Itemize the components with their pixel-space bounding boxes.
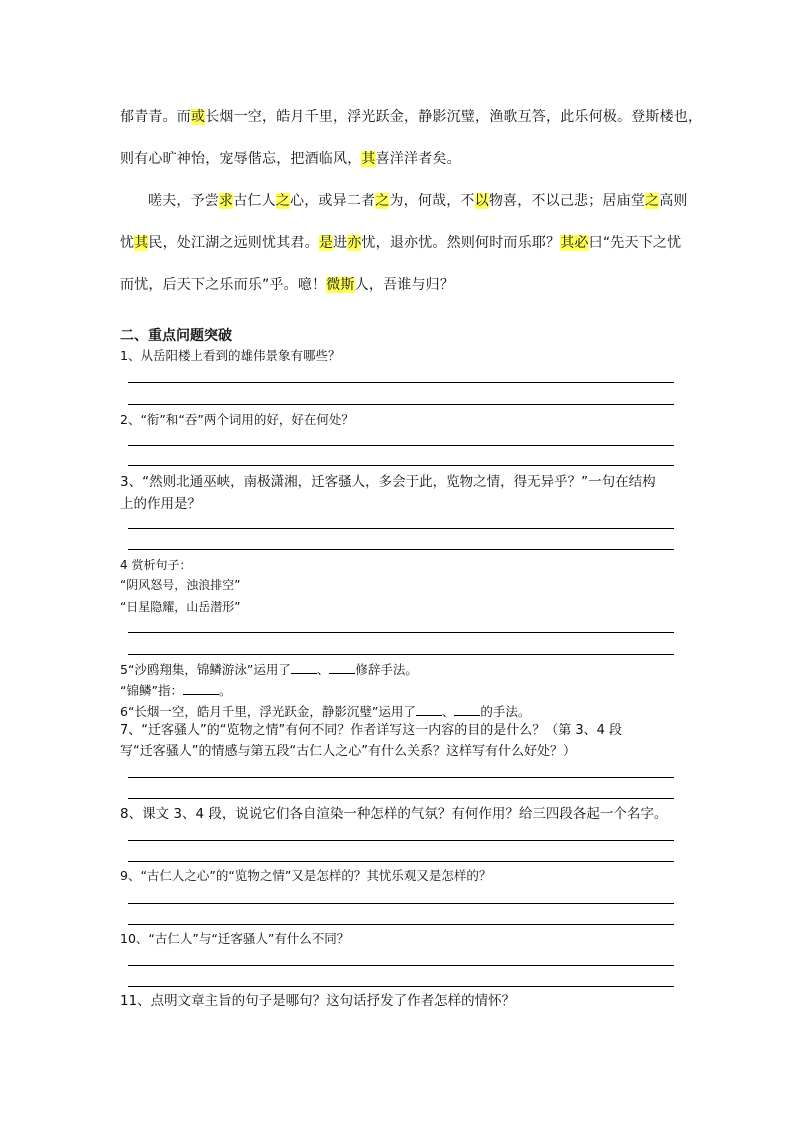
answer-line[interactable] xyxy=(128,903,674,904)
fill-blank[interactable] xyxy=(416,701,442,716)
passage-line-5: 而忧，后天下之乐而乐”乎。噫！微斯人，吾谁与归？ xyxy=(120,277,455,293)
question-6: 6“长烟一空，皓月千里，浮光跃金，静影沉璧”运用了 、 的手法。 xyxy=(120,701,530,722)
highlight: 其 xyxy=(361,151,376,167)
passage-line-2: 则有心旷神怡，宠辱偕忘，把酒临风，其喜洋洋者矣。 xyxy=(120,151,461,167)
highlight: 以 xyxy=(474,193,489,209)
answer-line[interactable] xyxy=(128,798,674,799)
answer-line[interactable] xyxy=(128,465,674,466)
highlight: 其 xyxy=(134,235,149,251)
question-4: 4 赏析句子： xyxy=(120,558,192,572)
answer-line[interactable] xyxy=(128,986,674,987)
passage-line-3: 嗟夫，予尝求古仁人之心，或异二者之为，何哉，不以物喜，不以己悲；居庙堂之高则 xyxy=(148,193,688,209)
section-title: 二、重点问题突破 xyxy=(120,328,232,344)
answer-line[interactable] xyxy=(128,549,674,550)
highlight: 之 xyxy=(645,193,660,209)
answer-line[interactable] xyxy=(128,382,674,383)
question-3-line-2: 上的作用是？ xyxy=(120,496,201,512)
highlight: 微斯 xyxy=(326,277,355,293)
passage-line-1: 郁青青。而或长烟一空，皓月千里，浮光跃金，静影沉璧，渔歌互答，此乐何极。登斯楼也， xyxy=(120,109,703,125)
highlight: 其必 xyxy=(560,235,589,251)
question-5-sub: “锦鳞”指： 。 xyxy=(120,680,231,701)
answer-line[interactable] xyxy=(128,924,674,925)
passage-line-4: 忧其民，处江湖之远则忧其君。是进亦忧，退亦忧。然则何时而乐耶？其必曰“先天下之忧 xyxy=(120,235,682,251)
quote-line: “阴风怒号，浊浪排空” xyxy=(120,578,241,592)
fill-blank[interactable] xyxy=(329,659,355,674)
highlight: 之 xyxy=(275,193,291,209)
answer-line[interactable] xyxy=(128,528,674,529)
question-8: 8、课文 3、4 段，说说它们各自渲染一种怎样的气氛？有何作用？给三四段各起一个名字。 xyxy=(120,806,668,822)
question-5: 5“沙鸥翔集，锦鳞游泳”运用了 、 修辞手法。 xyxy=(120,659,418,680)
answer-line[interactable] xyxy=(128,777,674,778)
answer-line[interactable] xyxy=(128,861,674,862)
answer-line[interactable] xyxy=(128,445,674,446)
answer-line[interactable] xyxy=(128,840,674,841)
answer-line[interactable] xyxy=(128,965,674,966)
question-10: 10、“古仁人”与“迁客骚人”有什么不同？ xyxy=(120,931,350,946)
highlight: 是 xyxy=(318,235,334,251)
fill-blank[interactable] xyxy=(183,680,219,695)
highlight: 亦 xyxy=(347,235,362,251)
fill-blank[interactable] xyxy=(291,659,317,674)
highlight: 之 xyxy=(375,193,390,209)
question-7-line-1: 7、“迁客骚人”的“览物之情”有何不同？作者详写这一内容的目的是什么？（第 3、4 段 xyxy=(120,723,623,738)
answer-line[interactable] xyxy=(128,404,674,405)
highlight: 或 xyxy=(191,109,206,125)
quote-line: “日星隐耀，山岳潜形” xyxy=(120,600,241,614)
answer-line[interactable] xyxy=(128,632,674,633)
question-3-line-1: 3、“然则北通巫峡，南极潇湘，迁客骚人，多会于此，览物之情，得无异乎？”一句在结构 xyxy=(120,474,656,490)
question-1: 1、从岳阳楼上看到的雄伟景象有哪些？ xyxy=(120,348,341,363)
question-9: 9、“古仁人之心”的“览物之情”又是怎样的？其忧乐观又是怎样的？ xyxy=(120,868,492,883)
question-2: 2、“衔”和“吞”两个词用的好，好在何处？ xyxy=(120,412,354,427)
question-7-line-2: 写“迁客骚人”的情感与第五段“古仁人之心”有什么关系？这样写有什么好处？） xyxy=(120,744,576,759)
answer-line[interactable] xyxy=(128,654,674,655)
question-11: 11、点明文章主旨的句子是哪句？这句话抒发了作者怎样的情怀？ xyxy=(120,993,516,1009)
fill-blank[interactable] xyxy=(454,701,480,716)
highlight: 求 xyxy=(219,193,234,209)
